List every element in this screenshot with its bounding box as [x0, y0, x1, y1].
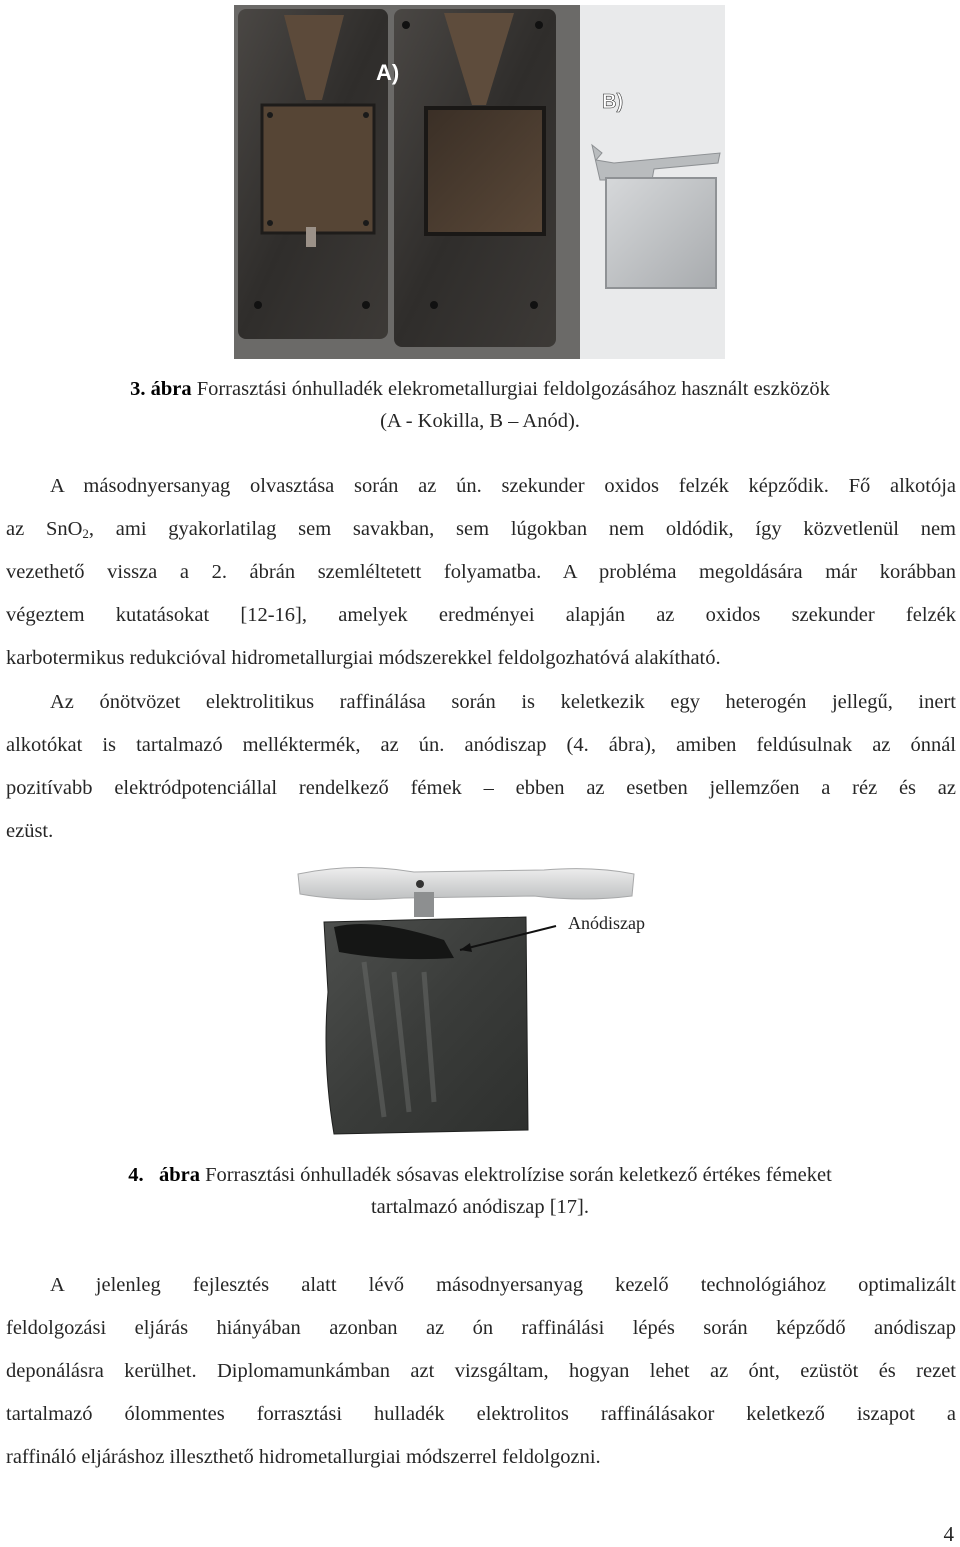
figure-4-caption	[0, 1159, 960, 1223]
paragraph-2-line: Az ónötvözet elektrolitikus raffinálása során is keletkezik egy heterogén jellegű, inert	[50, 691, 956, 713]
mould-middle	[394, 9, 556, 347]
text-span: , ami gyakorlatilag sem savakban, sem lúgokban nem oldódik, így közvetlenül nem	[88, 518, 956, 540]
label-a: A)	[376, 60, 400, 85]
figure-3-caption-line1	[0, 373, 960, 405]
paragraph-3-line: tartalmazó ólommentes forrasztási hulladék elektrolitos raffinálásakor keletkező iszapot a	[6, 1403, 956, 1425]
figure-4-caption-line1	[0, 1159, 960, 1191]
figure-3-photo	[234, 5, 725, 359]
paragraph-3-line: feldolgozási eljárás hiányában azonban az ón raffinálási lépés során képződő anódiszap	[6, 1317, 956, 1339]
annotation-label: Anódiszap	[568, 913, 645, 933]
paragraph-3	[6, 1264, 956, 1479]
label-b: B)	[602, 91, 624, 113]
paragraph-1-line: végeztem kutatásokat [12-16], amelyek eredményei alapján az oxidos szekunder felzék	[6, 604, 956, 626]
page-number: 4	[943, 1522, 954, 1546]
paragraph-2	[6, 681, 956, 853]
paragraph-1	[6, 465, 956, 680]
paragraph-2-line: ezüst.	[6, 820, 54, 842]
paragraph-1-line: karbotermikus redukcióval hidrometallurgiai módszerekkel feldolgozhatóvá alakítható.	[6, 647, 721, 669]
paragraph-1-line	[6, 508, 956, 551]
figure-4-caption-text: Forrasztási ónhulladék sósavas elektrolízise során keletkező értékes fémeket	[205, 1164, 832, 1186]
figure-4-caption-line2: tartalmazó anódiszap [17].	[370, 1196, 589, 1218]
paragraph-3-line: deponálásra kerülhet. Diplomamunkámban azt vizsgáltam, hogyan lehet az ónt, ezüstöt és rezet	[6, 1360, 956, 1382]
figure-3-caption	[0, 373, 960, 437]
paragraph-3-line: A jelenleg fejlesztés alatt lévő másodnyersanyag kezelő technológiához optimalizált	[50, 1274, 956, 1296]
paragraph-1-line: vezethető vissza a 2. ábrán szemléltetett folyamatba. A probléma megoldására már korábban	[6, 561, 956, 583]
figure-3-caption-line2: (A - Kokilla, B – Anód).	[380, 410, 580, 432]
figure-3-caption-text: Forrasztási ónhulladék elekrometallurgiai feldolgozásához használt eszközök	[196, 378, 830, 400]
paragraph-2-line: pozitívabb elektródpotenciállal rendelkező fémek – ebben az esetben jellemzően a réz és az	[6, 777, 956, 799]
paragraph-2-line: alkotókat is tartalmazó melléktermék, az ún. anódiszap (4. ábra), amiben feldúsulnak az ónnál	[6, 734, 956, 756]
text-span: az SnO	[6, 518, 83, 540]
mould-left	[238, 9, 388, 339]
figure-4-photo	[294, 862, 674, 1137]
paragraph-3-line: raffináló eljáráshoz illeszthető hidrometallurgiai módszerrel feldolgozni.	[6, 1446, 601, 1468]
subscript: 2	[82, 526, 89, 541]
figure-4-number: 4. ábra	[128, 1164, 200, 1186]
paragraph-1-line: A másodnyersanyag olvasztása során az ún. szekunder oxidos felzék képződik. Fő alkotója	[50, 475, 956, 497]
figure-3-number: 3. ábra	[130, 378, 192, 400]
